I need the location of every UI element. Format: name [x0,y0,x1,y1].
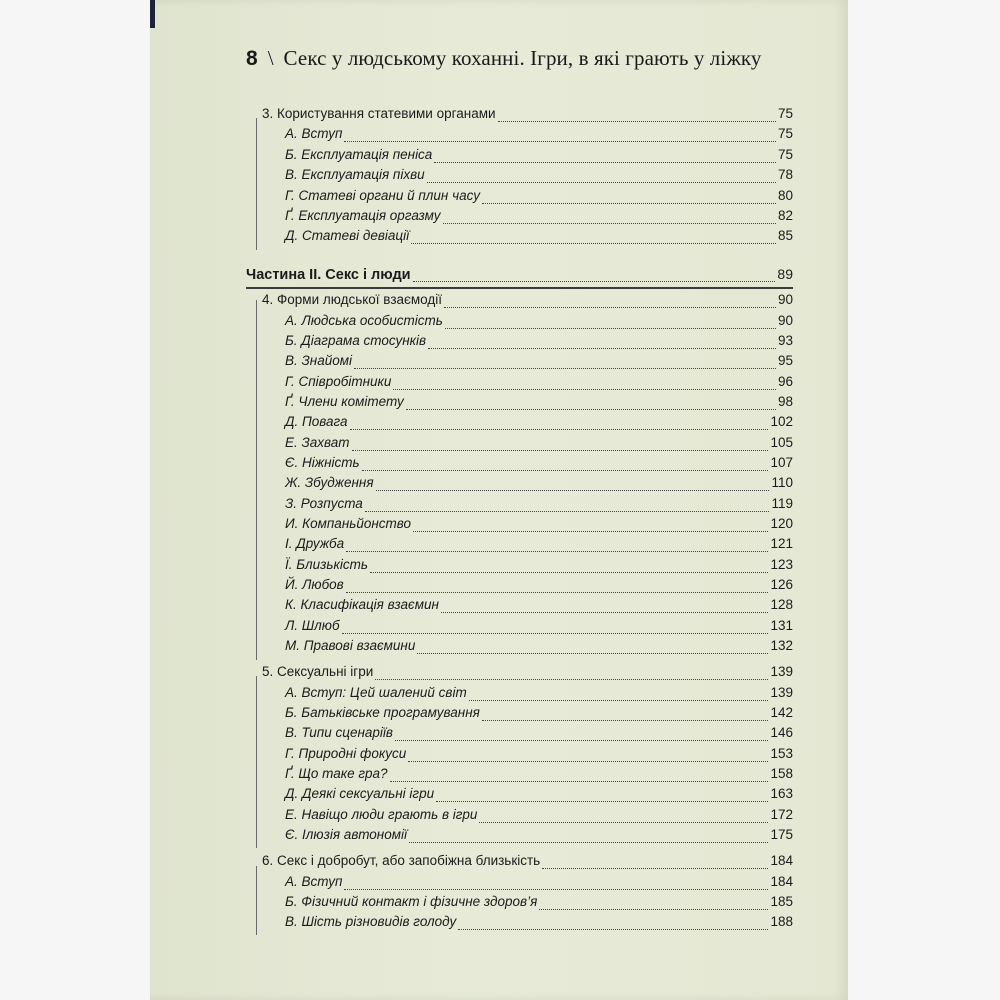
toc-page-number: 89 [777,266,793,282]
dot-leader [441,611,769,613]
dot-leader [443,222,776,224]
toc-entry-title: Д. Деякі сексуальні ігри [285,786,435,801]
toc-page-number: 90 [777,292,793,307]
toc-entry-title: М. Правові взаємини [285,638,416,653]
toc-section-entry [285,353,793,373]
toc-page-number: 175 [770,827,793,842]
dot-leader [344,140,776,142]
toc-entry-title: В. Експлуатація піхви [285,167,425,182]
dot-leader [395,739,769,741]
toc-entry-title: Д. Повага [285,414,348,429]
dot-leader [444,306,776,308]
toc-page-number: 172 [770,807,793,822]
toc-entry-title: 4. Форми людської взаємодії [262,292,443,307]
toc-entry-title: І. Дружба [285,536,345,551]
toc-page-number: 123 [770,557,793,572]
toc-section-entry [285,807,793,827]
toc-entry-title: Ґ. Що таке гра? [285,766,388,781]
toc-page-number: 75 [777,106,793,121]
dot-leader [436,800,768,802]
toc-page-number: 75 [777,126,793,141]
toc-section-entry [285,685,793,705]
toc-section-entry [285,874,793,894]
toc-entry-title: Е. Захват [285,435,350,450]
toc-section-entry [285,827,793,847]
toc-entry-title: В. Шість різновидів голоду [285,914,457,929]
toc-page-number: 110 [771,475,793,490]
toc-section-entry [285,414,793,434]
toc-page-number: 158 [770,766,793,781]
toc-section-entry [285,786,793,806]
toc-page-number: 139 [770,685,793,700]
dot-leader [498,120,776,122]
toc-section-entry [285,167,793,187]
dot-leader [375,678,768,680]
toc-section-entry [285,516,793,536]
toc-page-number: 119 [771,496,793,511]
toc-section-entry [285,374,793,394]
toc-section-entry [285,597,793,617]
toc-page-number: 184 [770,874,793,889]
toc-entry-title: И. Компаньйонство [285,516,412,531]
dot-leader [376,489,770,491]
toc-entry-title: В. Типи сценаріїв [285,725,393,740]
toc-chapter-entry [262,853,793,873]
toc-entry-title: Ї. Близькість [285,557,369,572]
toc-page-number: 153 [770,746,793,761]
dot-leader [539,908,768,910]
toc-entry-title: Є. Ілюзія автономії [285,827,408,842]
toc-page-number: 132 [770,638,793,653]
dot-leader [362,469,769,471]
toc-section-entry [285,394,793,414]
toc-section-entry [285,333,793,353]
part-heading-rule [246,287,793,289]
toc-entry-title: Є. Ніжність [285,455,360,470]
toc-entry-title: Г. Співробітники [285,374,392,389]
dot-leader [458,928,768,930]
toc-section-entry [285,746,793,766]
toc-entry-title: 5. Сексуальні ігри [262,664,374,679]
toc-section-entry [285,208,793,228]
dot-leader [427,181,776,183]
toc-entry-title: Г. Природні фокуси [285,746,407,761]
toc-entry-title: Б. Експлуатація пеніса [285,147,433,162]
toc-page-number: 120 [770,516,793,531]
toc-entry-title: Й. Любов [285,577,344,592]
toc-entry-title: В. Знайомі [285,353,352,368]
dot-leader [370,571,768,573]
dot-leader [542,867,768,869]
toc-entry-title: А. Людська особистість [285,313,443,328]
chapter-guide-line [256,676,257,848]
dot-leader [342,632,769,634]
toc-section-entry [285,435,793,455]
toc-chapter-entry [262,106,793,126]
toc-section-entry [285,147,793,167]
toc-section-entry [285,188,793,208]
toc-section-entry [285,126,793,146]
toc-page-number: 78 [777,167,793,182]
toc-section-entry [285,313,793,333]
dot-leader [352,449,769,451]
toc-page-number: 93 [777,333,793,348]
toc-entry-title: Ґ. Члени комітету [285,394,404,409]
toc-section-entry [285,914,793,934]
toc-page-number: 90 [777,313,793,328]
toc-chapter-entry [262,664,793,684]
toc-entry-title: Б. Батьківське програмування [285,705,480,720]
dot-leader [354,367,776,369]
page-number: 8 [246,47,258,70]
dot-leader [409,841,768,843]
toc-page-number: 85 [777,228,793,243]
dot-leader [445,327,776,329]
dot-leader [482,202,776,204]
toc-section-entry [285,725,793,745]
toc-entry-title: Ґ. Експлуатація оргазму [285,208,441,223]
toc-page-number: 80 [777,188,793,203]
toc-entry-title: 3. Користування статевими органами [262,106,496,121]
toc-page-number: 142 [770,705,793,720]
toc-section-entry [285,705,793,725]
toc-section-entry [285,638,793,658]
toc-entry-title: Г. Статеві органи й плин часу [285,188,480,203]
toc-section-entry [285,455,793,475]
toc-page-number: 188 [770,914,793,929]
toc-page-number: 121 [770,536,793,551]
toc-chapter-entry [262,292,793,312]
toc-section-entry [285,536,793,556]
toc-section-entry [285,894,793,914]
dot-leader [434,161,776,163]
chapter-guide-line [256,866,257,935]
toc-entry-title: З. Розпуста [285,496,363,511]
dot-leader [413,280,776,282]
toc-entry-title: Б. Фізичний контакт і фізичне здоров’я [285,894,538,909]
dot-leader [482,719,769,721]
toc-entry-title: К. Класифікація взаємин [285,597,439,612]
toc-page-number: 105 [770,435,793,450]
toc-section-entry [285,577,793,597]
header-separator: \ [267,46,274,70]
dot-leader [365,510,770,512]
dot-leader [413,530,768,532]
dot-leader [393,388,776,390]
toc-page-number: 184 [770,853,793,868]
dot-leader [479,821,768,823]
dot-leader [390,780,769,782]
dot-leader [417,652,768,654]
chapter-guide-line [256,118,257,250]
toc-entry-title: А. Вступ [285,126,343,141]
toc-page-number: 95 [777,353,793,368]
toc-section-entry [285,557,793,577]
toc-section-entry [285,496,793,516]
toc-entry-title: А. Вступ: Цей шалений світ [285,685,467,700]
dot-leader [408,760,768,762]
toc-section-entry [285,228,793,248]
toc-page-number: 185 [770,894,793,909]
toc-entry-title: А. Вступ [285,874,343,889]
toc-page-number: 126 [770,577,793,592]
toc-page-number: 102 [770,414,793,429]
toc-page-number: 96 [777,374,793,389]
toc-part-heading [246,266,793,286]
dot-leader [469,699,769,701]
toc-entry-title: Частина II. Секс і люди [246,267,411,283]
book-title: Секс у людському коханні. Ігри, в які грають у ліжку [283,46,762,70]
toc-section-entry [285,766,793,786]
toc-page-number: 131 [770,618,793,633]
toc-page-number: 139 [770,664,793,679]
toc-page-number: 146 [770,725,793,740]
toc-entry-title: Д. Статеві девіації [285,228,410,243]
toc-page-number: 128 [770,597,793,612]
dot-leader [346,591,769,593]
toc-entry-title: 6. Секс і добробут, або запобіжна близькість [262,853,541,868]
dot-leader [406,408,776,410]
dot-leader [346,550,768,552]
dot-leader [344,888,768,890]
dot-leader [428,347,776,349]
toc-entry-title: Л. Шлюб [285,618,340,633]
toc-page-number: 75 [777,147,793,162]
toc-page-number: 107 [770,455,793,470]
toc-page-number: 82 [777,208,793,223]
toc-entry-title: Б. Діаграма стосунків [285,333,427,348]
toc-section-entry [285,618,793,638]
toc-section-entry [285,475,793,495]
toc-page-number: 98 [777,394,793,409]
chapter-guide-line [256,300,257,660]
toc-entry-title: Ж. Збудження [285,475,374,490]
toc-page-number: 163 [770,786,793,801]
dot-leader [350,428,769,430]
toc-entry-title: Е. Навіщо люди грають в ігри [285,807,478,822]
dot-leader [411,242,776,244]
